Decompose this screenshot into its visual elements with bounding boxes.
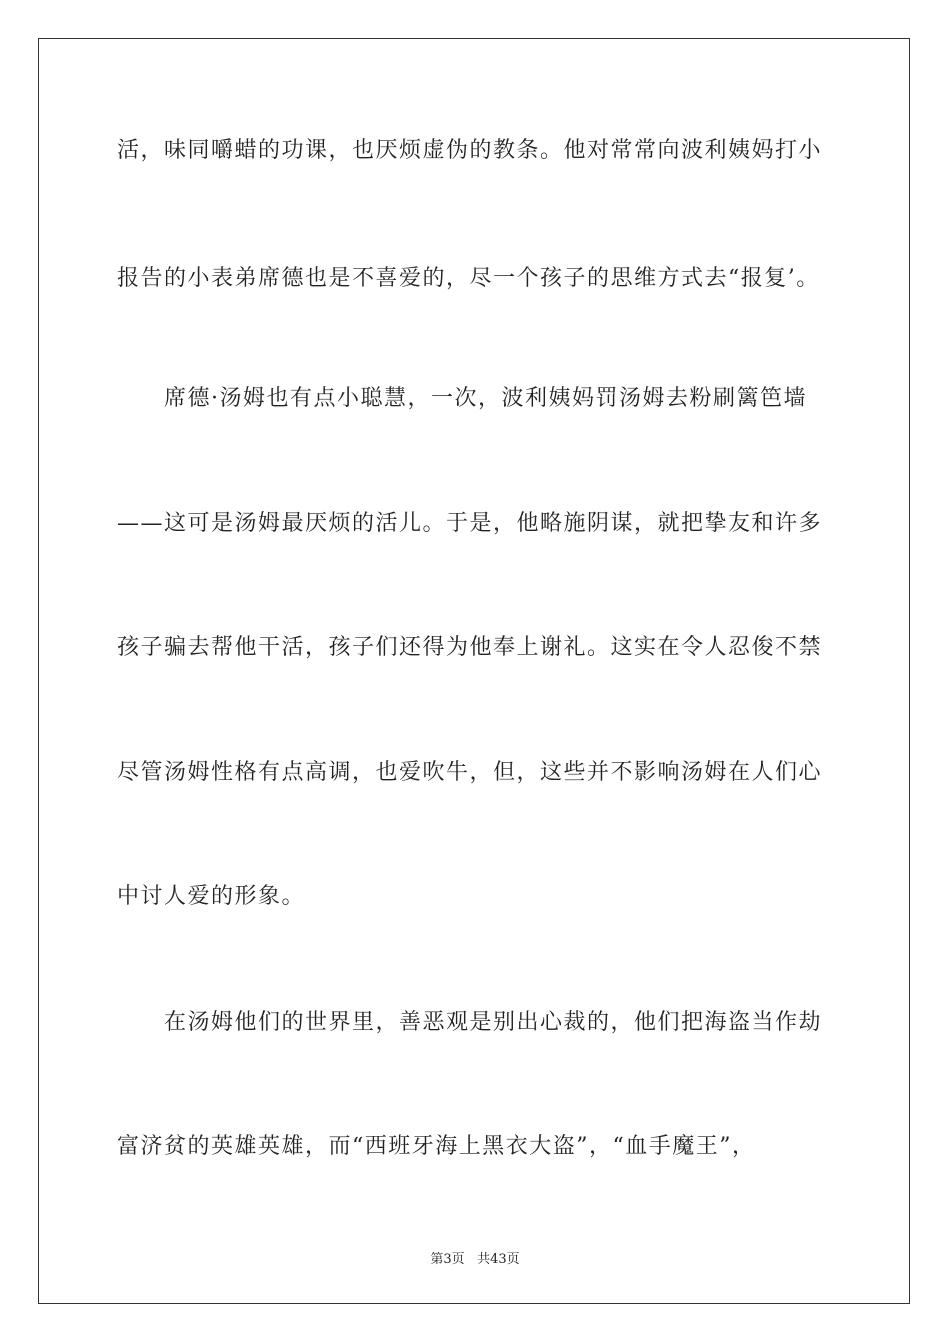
total-pages: 共43页	[477, 1252, 520, 1267]
text-line-3: 席德·汤姆也有点小聪慧，一次，波利姨妈罚汤姆去粉刷篱笆墙	[164, 386, 807, 411]
page-number: 第3页	[430, 1252, 465, 1267]
text-line-7: 中讨人爱的形象。	[117, 884, 306, 909]
page-border	[38, 38, 910, 1304]
text-line-1: 活，味同嚼蜡的功课，也厌烦虚伪的教条。他对常常向波利姨妈打小	[117, 138, 823, 163]
text-line-2: 报告的小表弟席德也是不喜爱的，尽一个孩子的思维方式去“报复’。	[117, 266, 820, 291]
text-line-5: 孩子骗去帮他干活，孩子们还得为他奉上谢礼。这实在令人忍俊不禁	[117, 635, 823, 660]
text-line-6: 尽管汤姆性格有点高调，也爱吹牛，但，这些并不影响汤姆在人们心	[117, 760, 823, 785]
text-line-8: 在汤姆他们的世界里，善恶观是别出心裁的，他们把海盗当作劫	[164, 1010, 823, 1035]
text-line-9: 富济贫的英雄英雄，而“西班牙海上黑衣大盗”，“血手魔王”，	[117, 1134, 756, 1159]
page-footer	[0, 1248, 950, 1267]
text-line-4: ——这可是汤姆最厌烦的活儿。于是，他略施阴谋，就把挚友和许多	[117, 511, 823, 536]
